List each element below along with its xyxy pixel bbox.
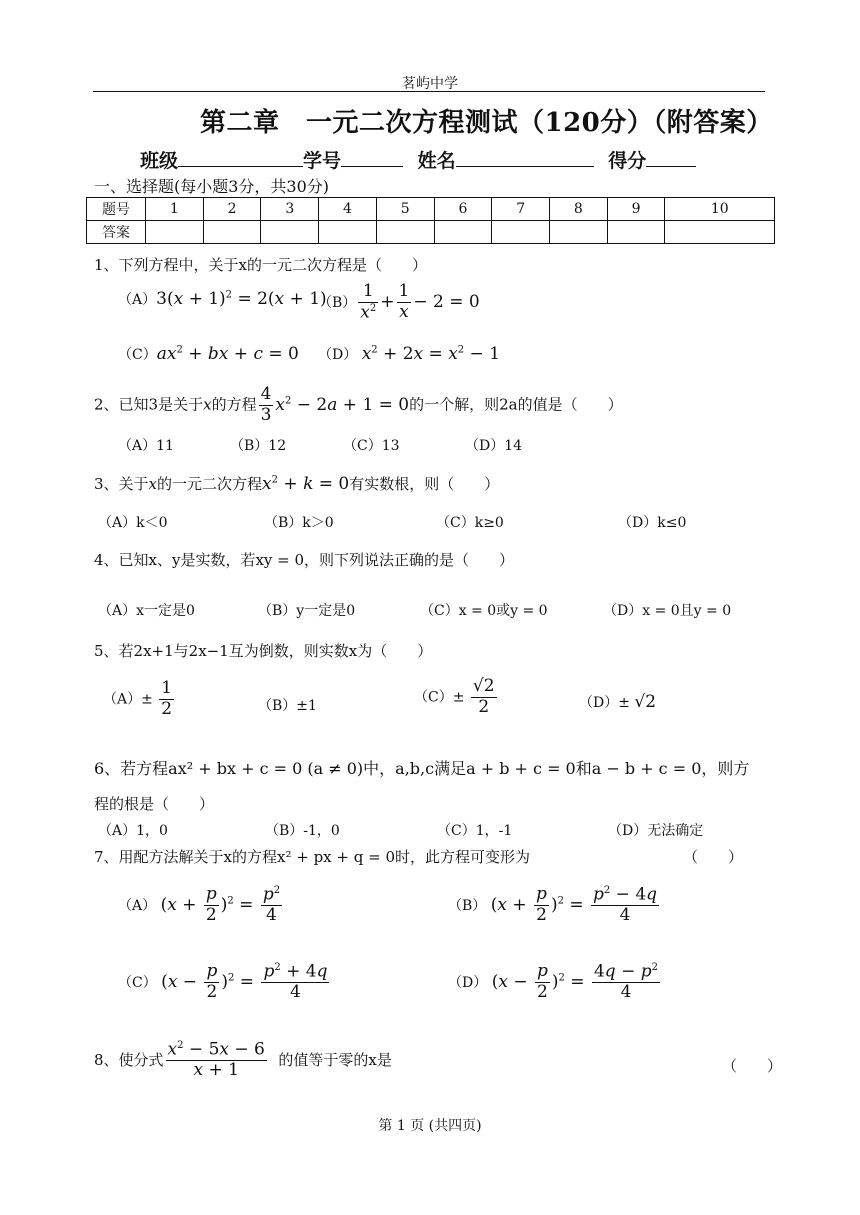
number-cell: 6 <box>434 198 492 221</box>
q6-option-c: （C）1，-1 <box>437 823 513 839</box>
q3-option-c: （C）k≥0 <box>436 515 504 531</box>
q2-option-b: （B）12 <box>230 438 287 454</box>
page-title: 第二章 一元二次方程测试（120分）（附答案） <box>200 108 773 138</box>
number-cell: 10 <box>665 198 775 221</box>
q4-option-a: （A）x一定是0 <box>98 603 195 619</box>
row-header: 题号 <box>87 198 146 221</box>
q2-option-d: （D）14 <box>465 438 523 454</box>
q1-option-b: （B） $\frac{1}{x^2}$ + $\frac{1}{x}$ − 2 = 0 <box>318 281 480 323</box>
answer-cell[interactable] <box>319 221 377 244</box>
q5-option-b: （B）±1 <box>258 698 317 714</box>
q5-option-d: （D）± √2 <box>579 692 657 712</box>
q7-answer-paren[interactable]: （ ） <box>683 848 744 866</box>
question-2: 2、已知3是关于x的方程 $\frac{4}{3}$ $x^2 - 2a + 1 = 0$的一个解，则2a的值是（ ） <box>94 384 623 425</box>
q7-option-d: （D） (x − $\frac{p}{2}$ )$^2$ = $\frac{4q - p^2}{4}$ <box>448 961 658 1003</box>
header-rule <box>93 91 765 92</box>
table-row <box>87 221 775 244</box>
answer-cell[interactable] <box>203 221 261 244</box>
q3-text-c: 有实数根，则（ ） <box>349 475 500 493</box>
q8-text-a: 8、使分式 <box>94 1050 164 1069</box>
q7-option-a: （A） (x + $\frac{p}{2}$ )$^2$ = $\frac{p^2}{4}$ <box>118 884 281 926</box>
q5-option-a: （A）± $\frac{1}{2}$ <box>103 678 173 719</box>
number-cell: 5 <box>376 198 434 221</box>
question-4: 4、已知x、y是实数，若xy = 0，则下列说法正确的是（ ） <box>94 551 515 569</box>
q4-option-d: （D）x = 0且y = 0 <box>603 603 732 619</box>
page-header-school: 茗屿中学 <box>402 76 458 92</box>
q4-option-c: （C）x = 0或y = 0 <box>420 603 548 619</box>
score-label: 得分 <box>608 150 647 172</box>
answer-cell[interactable] <box>261 221 319 244</box>
q5-option-c: （C）± $\frac{√2}{2}$ <box>414 676 495 717</box>
answer-cell[interactable] <box>434 221 492 244</box>
q6-option-b: （B）-1，0 <box>265 823 340 839</box>
answer-cell[interactable] <box>665 221 775 244</box>
q6-option-d: （D）无法确定 <box>608 823 704 839</box>
q2-text-a: 2、已知3是关于 <box>94 395 204 414</box>
q7-option-c: （C） (x − $\frac{p}{2}$ )$^2$ = $\frac{p^2 + 4q}{4}$ <box>118 961 328 1003</box>
question-1: 1、下列方程中，关于x的一元二次方程是（ ） <box>94 256 428 274</box>
q3-text-b: 的一元二次方程 <box>157 475 263 493</box>
q2-option-c: （C）13 <box>343 438 400 454</box>
question-3: 3、关于x的一元二次方程$x^2 + k = 0$有实数根，则（ ） <box>94 474 500 494</box>
id-blank[interactable] <box>341 148 403 167</box>
q2-text-b: 的方程 <box>211 395 257 414</box>
answer-table <box>86 197 775 244</box>
score-blank[interactable] <box>646 148 696 167</box>
section-heading: 一、选择题(每小题3分，共30分) <box>94 177 330 196</box>
question-6: 6、若方程ax² + bx + c = 0 (a ≠ 0)中，a,b,c满足a + b + c = 0和a − b + c = 0，则方 <box>94 759 750 778</box>
q4-option-b: （B）y一定是0 <box>258 603 356 619</box>
q3-text-a: 3、关于 <box>94 475 149 493</box>
q1-option-a: $(A)3(x + 1)^2 = 2(x + 1)$ <box>118 289 327 309</box>
q7-option-b: （B） (x + $\frac{p}{2}$ )$^2$ = $\frac{p^2 - 4q}{4}$ <box>448 884 658 926</box>
answer-cell[interactable] <box>492 221 550 244</box>
answer-cell[interactable] <box>607 221 665 244</box>
number-cell: 9 <box>607 198 665 221</box>
question-7: 7、用配方法解关于x的方程x² + px + q = 0时，此方程可变形为 <box>94 848 530 866</box>
q2-option-a: （A）11 <box>118 438 174 454</box>
id-label: 学号 <box>303 150 342 172</box>
number-cell: 8 <box>550 198 608 221</box>
name-label: 姓名 <box>417 150 456 172</box>
name-blank[interactable] <box>456 148 594 167</box>
class-blank[interactable] <box>178 148 303 167</box>
q3-option-a: （A）k＜0 <box>98 515 168 531</box>
q8-text-b: 的值等于零的x是 <box>278 1050 392 1069</box>
number-cell: 1 <box>146 198 204 221</box>
q3-option-b: （B）k＞0 <box>264 515 334 531</box>
answer-cell[interactable] <box>550 221 608 244</box>
q1-option-d: （D） $x^2 + 2x = x^2 - 1$ <box>318 344 501 364</box>
q3-option-d: （D）k≤0 <box>618 515 687 531</box>
row-header: 答案 <box>87 221 146 244</box>
number-cell: 7 <box>492 198 550 221</box>
question-8: 8、使分式 $\frac{x^2 - 5x - 6}{x + 1}$ 的值等于零的x是 <box>94 1039 392 1081</box>
number-cell: 3 <box>261 198 319 221</box>
question-5: 5、若2x+1与2x−1互为倒数，则实数x为（ ） <box>94 642 433 660</box>
question-6-cont: 程的根是（ ） <box>94 795 215 813</box>
answer-cell[interactable] <box>376 221 434 244</box>
q1-option-c: $(C)ax^2$ + bx + c = 0 <box>118 344 299 364</box>
q6-option-a: （A）1，0 <box>98 823 168 839</box>
number-cell: 4 <box>319 198 377 221</box>
table-row <box>87 198 775 221</box>
page-footer: 第 1 页 (共四页) <box>378 1118 482 1134</box>
q8-answer-paren[interactable]: （ ） <box>722 1057 783 1075</box>
answer-cell[interactable] <box>146 221 204 244</box>
number-cell: 2 <box>203 198 261 221</box>
q2-text-c: 的一个解，则2a的值是（ ） <box>409 395 623 414</box>
info-line <box>140 146 696 173</box>
class-label: 班级 <box>140 150 179 172</box>
